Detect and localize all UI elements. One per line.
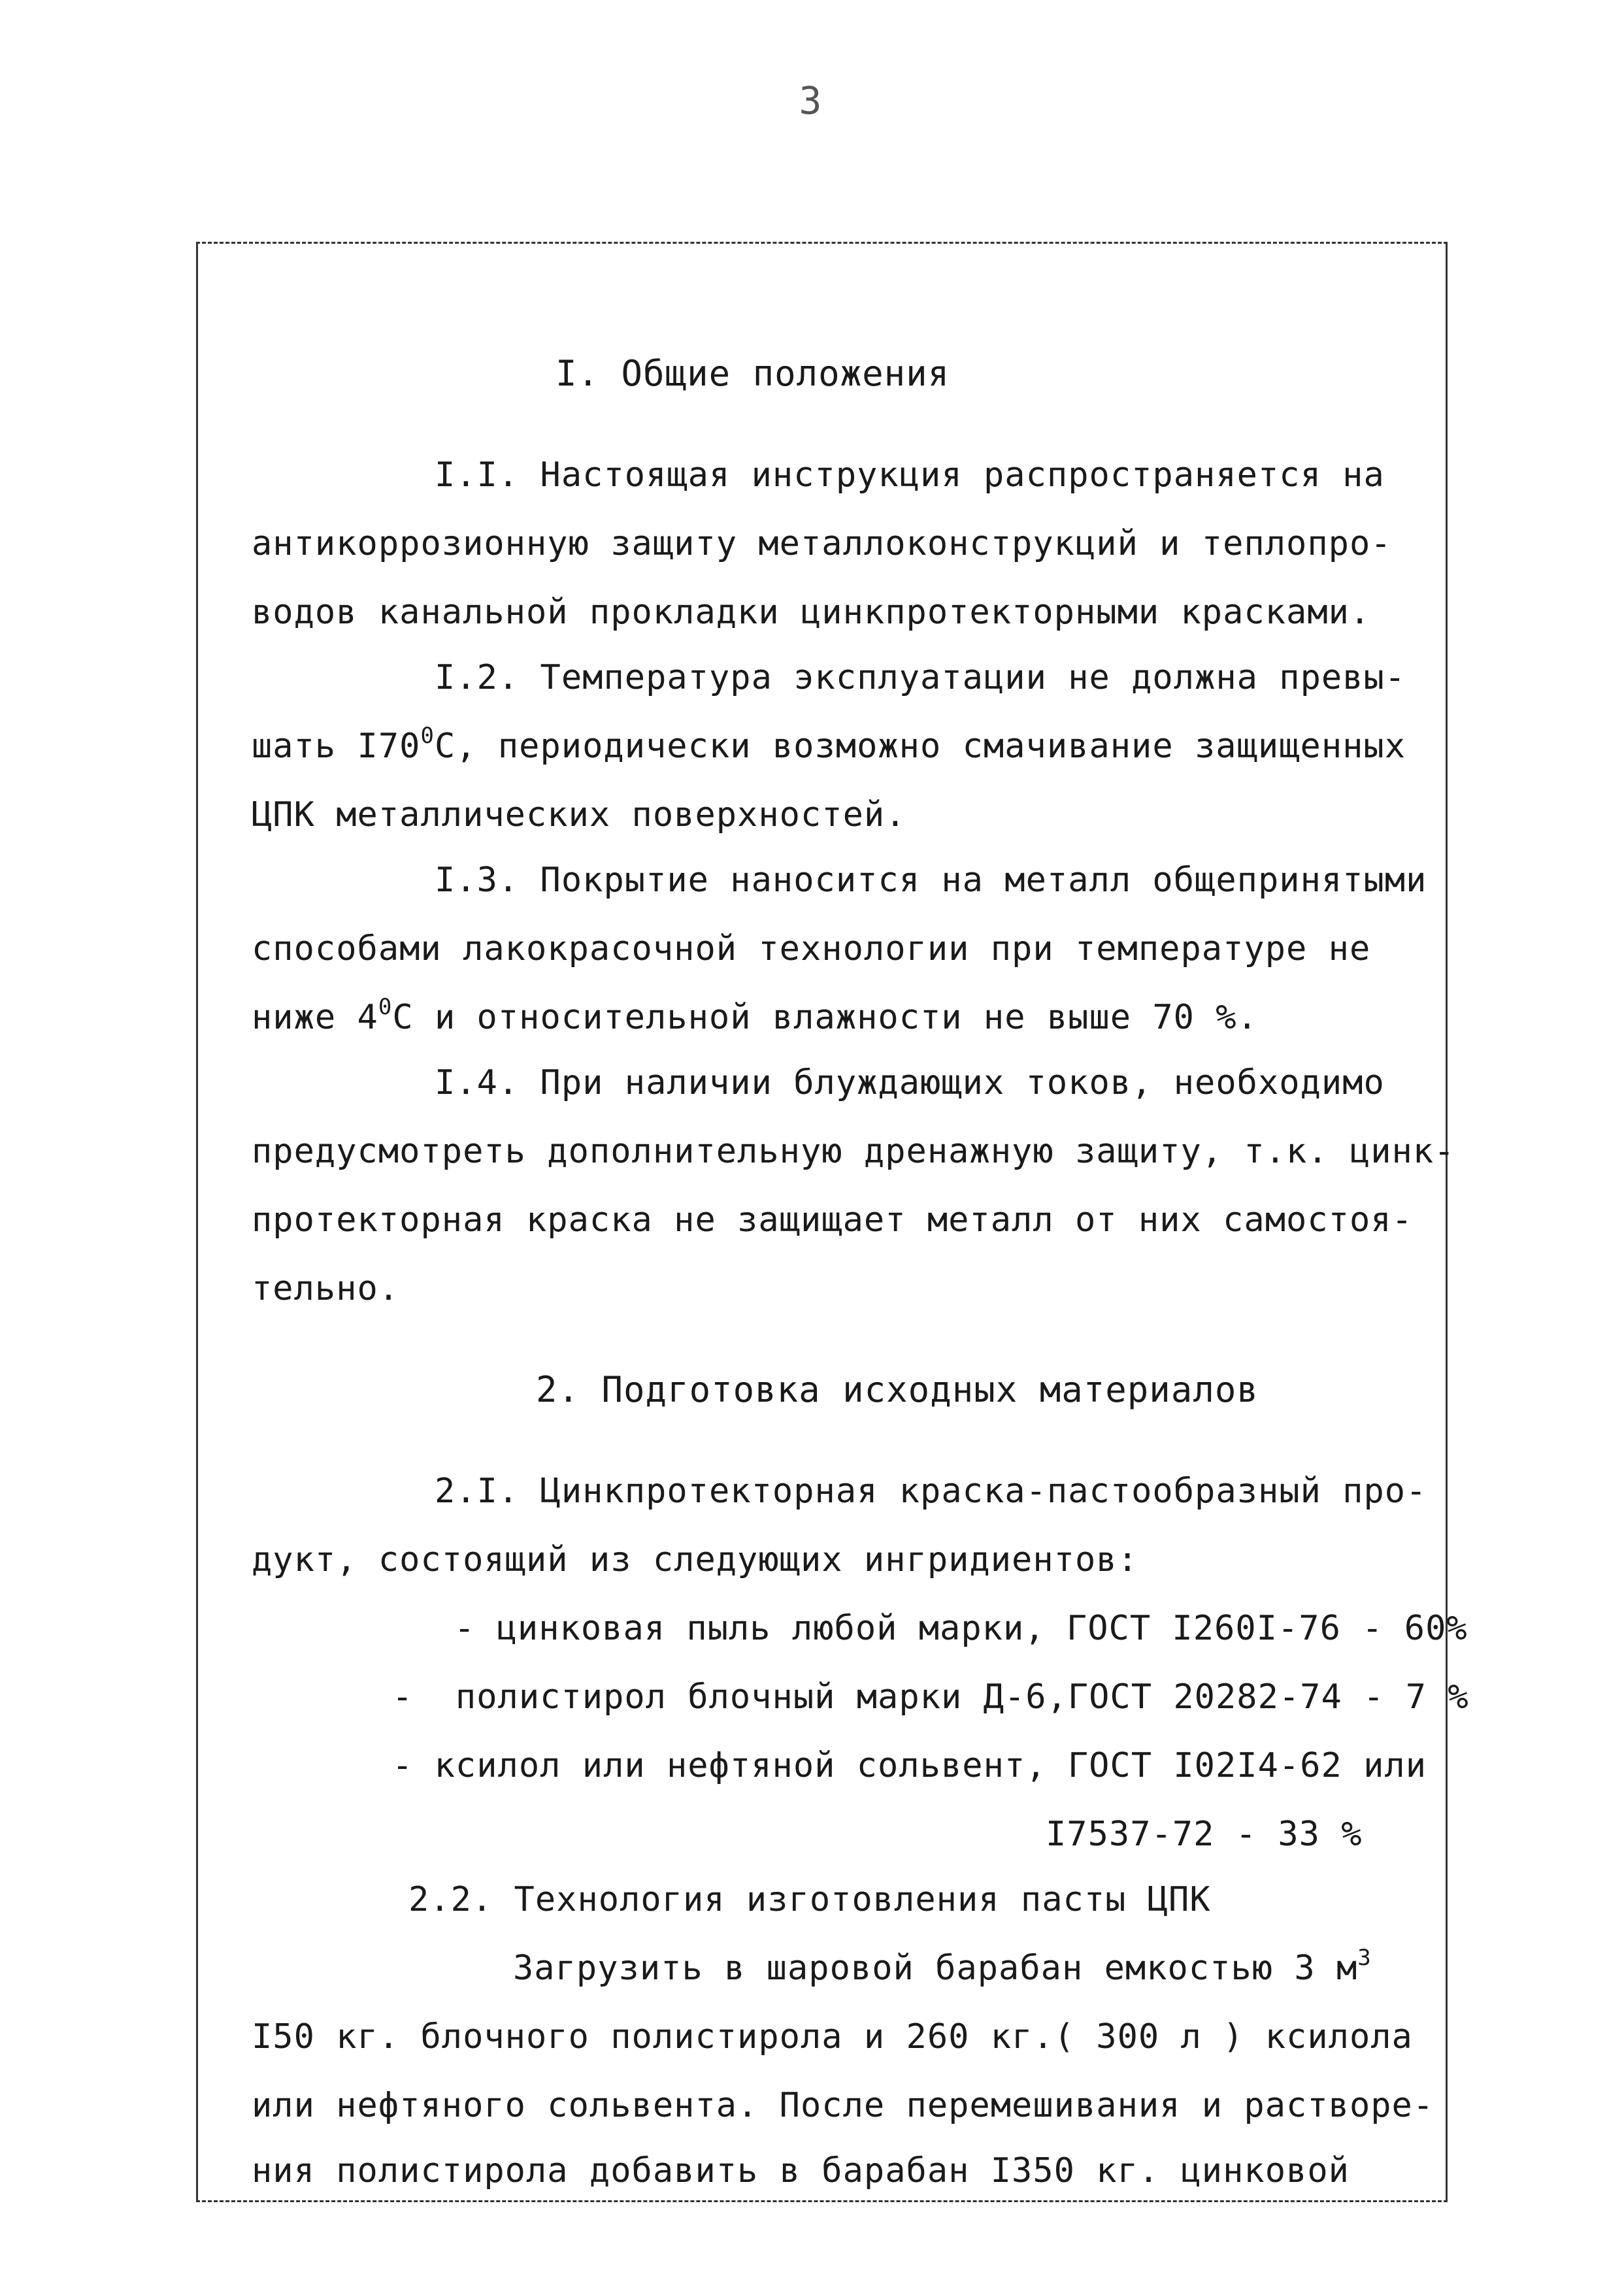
paragraph-1-1-line-1: I.I. Настоящая инструкция распространяется на (435, 455, 1385, 495)
section-2-heading: 2. Подготовка исходных материалов (536, 1369, 1259, 1410)
paragraph-1-1-line-3: водов канальной прокладки цинкпротекторными красками. (252, 593, 1371, 632)
degree-superscript: 0 (378, 994, 393, 1020)
paragraph-2-2-line-3: или нефтяного сольвента. После перемешивания и растворе- (252, 2086, 1434, 2125)
paragraph-2-2-heading: 2.2. Технология изготовления пасты ЦПК (408, 1880, 1211, 1919)
paragraph-2-1-line-1: 2.I. Цинкпротекторная краска-пастообразный про- (435, 1472, 1427, 1511)
paragraph-1-1-line-2: антикоррозионную защиту металлоконструкций и теплопро- (252, 524, 1392, 563)
paragraph-1-2-line-1: I.2. Температура эксплуатации не должна превы- (435, 658, 1406, 697)
paragraph-2-2-line-4: ния полистирола добавить в барабан I350 кг. цинковой (252, 2151, 1350, 2190)
paragraph-1-2-line-3: ЦПК металлических поверхностей. (252, 795, 906, 834)
paragraph-2-2-line-1: Загрузить в шаровой барабан емкостью 3 $м^3$ (513, 1945, 1372, 1988)
ingredient-item: - цинковая пыль любой марки, ГОСТ I260I-76 - 60% (454, 1609, 1468, 1648)
ingredient-item: I7537-72 - 33 % (1046, 1815, 1363, 1854)
paragraph-1-3-line-1: I.3. Покрытие наносится на металл общепринятыми (435, 861, 1427, 900)
paragraph-1-3-line-3: ниже $4^0С$ и относительной влажности не выше 70 %. (252, 994, 1258, 1037)
ingredient-item: - полистирол блочный марки Д-6,ГОСТ 20282-74 - 7 % (392, 1677, 1469, 1717)
ingredient-item: - ксилол или нефтяной сольвент, ГОСТ I02I4-62 или (392, 1746, 1427, 1785)
cubic-superscript: 3 (1357, 1945, 1372, 1971)
paragraph-2-1-line-2: дукт, состоящий из следующих ингридиентов: (252, 1540, 1138, 1579)
paragraph-1-3-line-2: способами лакокрасочной технологии при температуре не (252, 929, 1371, 968)
paragraph-1-4-line-3: протекторная краска не защищает металл от них самостоя- (252, 1200, 1413, 1240)
paragraph-1-2-line-2: шать $I70^0С$, периодически возможно смачивание защищенных (252, 723, 1406, 766)
paragraph-1-4-line-1: I.4. При наличии блуждающих токов, необходимо (435, 1063, 1385, 1102)
paragraph-1-4-line-2: предусмотреть дополнительную дренажную защиту, т.к. цинк- (252, 1132, 1455, 1171)
page-number: 3 (799, 78, 822, 123)
degree-superscript: 0 (420, 723, 435, 749)
section-1-heading: I. Общие положения (555, 353, 950, 394)
paragraph-2-2-line-2: I50 кг. блочного полистирола и 260 кг.( 300 л ) ксилола (252, 2017, 1413, 2056)
paragraph-1-4-line-4: тельно. (252, 1269, 400, 1308)
